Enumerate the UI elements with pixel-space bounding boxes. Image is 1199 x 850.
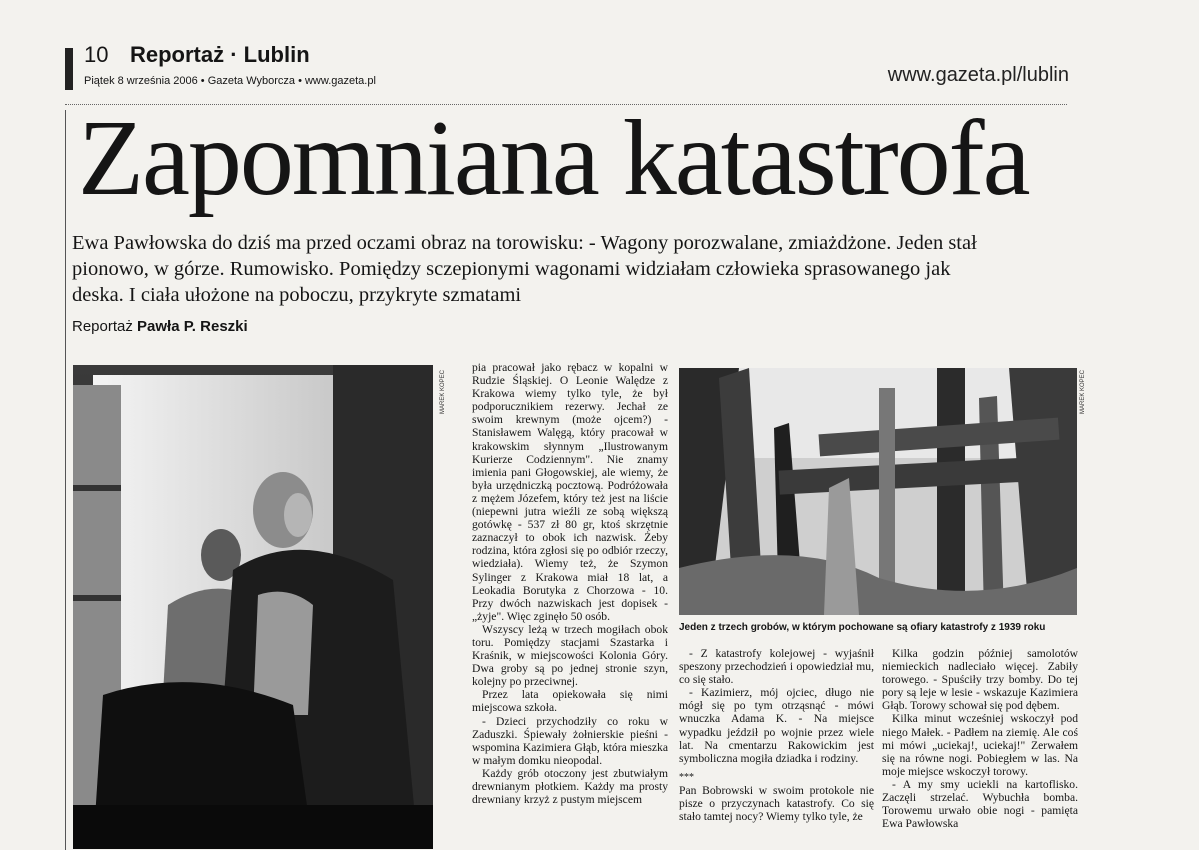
headline: Zapomniana katastrofa xyxy=(78,99,1029,218)
article-column-3 xyxy=(882,647,1078,849)
page-marker-bar xyxy=(65,48,73,90)
article-column-1 xyxy=(472,361,668,849)
section-separator: *** xyxy=(679,771,694,783)
paragraph: Wszyscy leżą w trzech mogiłach obok toru. Pomiędzy stacjami Szastarka i Kraśnik, w miejscowości Kolonia Góry. Dwa groby są po jednej stronie szyn, kolejny po przeciwnej. xyxy=(472,622,668,689)
byline-prefix: Reportaż xyxy=(72,318,133,335)
paragraph: - A my smy uciekli na kartoflisko. Zaczęli strzelać. Wybuchła bomba. Torowemu urwało obie nogi - pamięta Ewa Pawłowska xyxy=(882,777,1078,831)
paragraph: Kilka minut wcześniej wskoczył pod niego Małek. - Padłem na ziemię. Ale coś mi mówi „uciekaj!, uciekaj!" Zerwałem się na równe nogi. Pobiegłem w las. Na moje miejsce wskoczył torowy. xyxy=(882,712,1078,778)
dateline: Piątek 8 września 2006 • Gazeta Wyborcza • www.gazeta.pl xyxy=(84,75,376,87)
paragraph: Każdy grób otoczony jest zbutwiałym drewnianym płotkiem. Każdy ma prosty drewniany krzyż z pustym miejscem xyxy=(472,766,668,807)
byline xyxy=(72,318,248,335)
section-title: Reportaż · Lublin xyxy=(130,42,310,67)
byline-author: Pawła P. Reszki xyxy=(137,318,248,335)
photo-elderly-people-interior xyxy=(73,365,433,849)
paragraph: Kilka godzin później samolotów niemieckich nadleciało więcej. Zabiły torowego. - Spuściły trzy bomby. Do tej pory są leje w lesie - wskazuje Kazimiera Głąb. Torowy schował się pod dębem. xyxy=(882,647,1078,713)
paragraph: - Kazimierz, mój ojciec, długo nie mógł się po tym otrząsnąć - mówi wnuczka Adama K. - Na miejsce wypadku jeździł po wojnie przez wiele lat. Na cmentarzu Rakowickim jest symboliczna mogiła dziadka i rodziny. xyxy=(679,686,874,765)
paragraph: Pan Bobrowski w swoim protokole nie pisze o przyczynach katastrofy. Co się stało tamtej nocy? Wiemy tylko tyle, że xyxy=(679,783,874,824)
article-column-2 xyxy=(679,647,874,849)
paragraph: pia pracował jako rębacz w kopalni w Rudzie Śląskiej. O Leonie Walędze z Krakowa wiemy tylko tyle, że był podporucznikiem rezerwy. Jechał ze swoim krewnym (może ojcem?) - Stanisławem Walęgą, który pracował w krakowskim słynnym „Ilustrowanym Kurierze Codziennym". Nie znamy imienia pani Głogowskiej, ale wiemy, że była urzędniczką pocztową. Podróżowała z mężem Józefem, który też jest na liście (niepewni jutra wieźli ze sobą większą gotówkę - 537 zł 80 gr, ktoś skrzętnie zaznaczył to obok ich nazwisk. Żeby rodzina, która zgłosi się po odbiór rzeczy, wiedziała). Wiemy też, że Szymon Sylinger z Krakowa miał 18 lat, a Leokadia Borutyka z Chorzowa - 10. Przy dwóch nazwiskach jest dopisek - „żyje". Więc zginęło 50 osób. xyxy=(472,361,668,623)
photo1-credit: MAREK KOPEĆ xyxy=(440,370,446,415)
paragraph: - Z katastrofy kolejowej - wyjaśnił speszony przechodzień i opowiedział mu, co się stało. xyxy=(679,647,874,687)
left-column-rule xyxy=(65,110,66,850)
paragraph: Przez lata opiekowała się nimi miejscowa szkoła. xyxy=(472,688,668,715)
photo2-credit: MAREK KOPEĆ xyxy=(1080,370,1086,415)
page-number: 10 xyxy=(84,42,109,67)
site-url: www.gazeta.pl/lublin xyxy=(887,64,1069,86)
paragraph: - Dzieci przychodziły co roku w Zaduszki. Śpiewały żołnierskie pieśni - wspomina Kazimiera Głąb, która mieszka w małym domku nieopodal. xyxy=(472,714,668,767)
photo2-caption: Jeden z trzech grobów, w którym pochowane są ofiary katastrofy z 1939 roku xyxy=(679,622,1046,633)
photo-grave-cross-forest xyxy=(679,368,1077,615)
lead-paragraph: Ewa Pawłowska do dziś ma przed oczami obraz na torowisku: - Wagony porozwalane, zmiażdżone. Jeden stał pionowo, w górze. Rumowisko. Pomiędzy sczepionymi wagonami widziałam człowieka sprasowanego jak deska. I ciała ułożone na poboczu, przykryte szmatami xyxy=(72,232,977,306)
